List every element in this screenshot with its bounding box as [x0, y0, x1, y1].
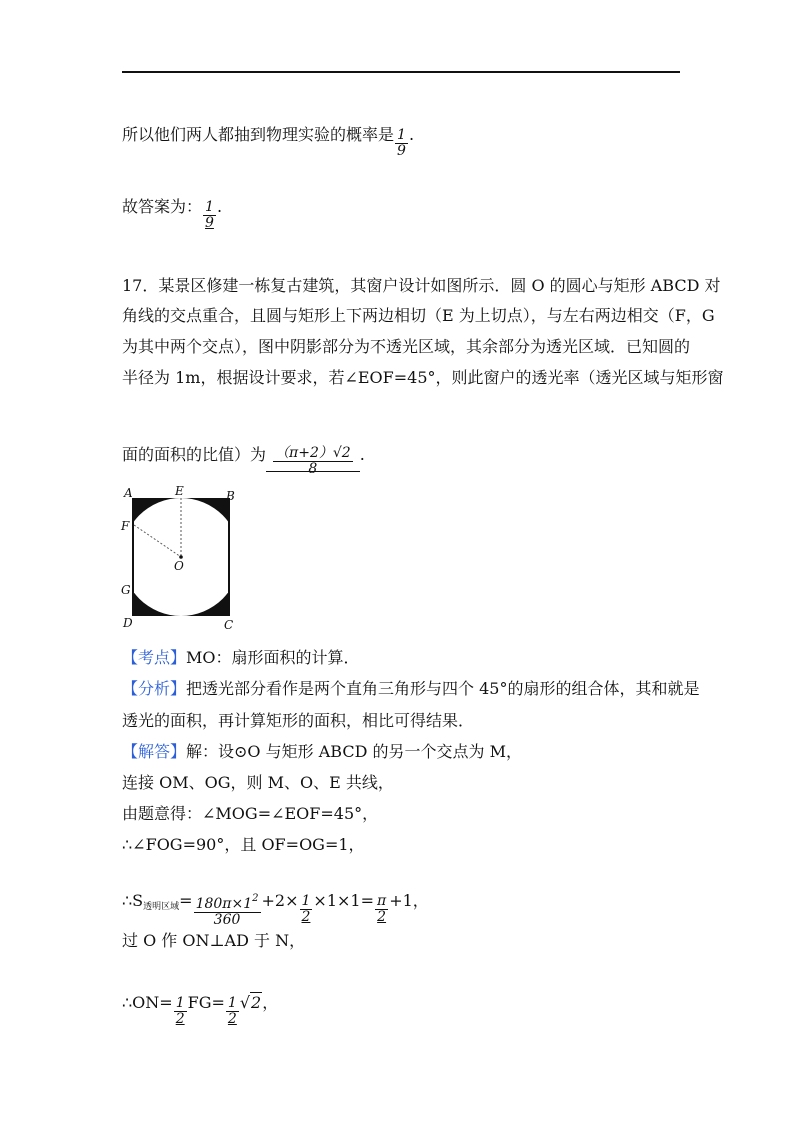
- fraction-denominator: 360: [213, 912, 241, 928]
- fraction-numerator: 1: [227, 995, 237, 1011]
- exponent: 2: [252, 893, 259, 904]
- label-a: A: [124, 486, 133, 500]
- step-6: [122, 988, 279, 1027]
- step-5: 过 O 作 ON⊥AD 于 N，: [122, 931, 306, 950]
- prev-text-2: 故答案为：: [122, 197, 203, 216]
- label-e: E: [175, 484, 184, 498]
- jieda-tag: 【解答】: [122, 742, 187, 761]
- radicand: 2: [251, 993, 262, 1012]
- fraction: [174, 996, 187, 1027]
- problem-line-2: 角线的交点重合，且圆与矩形上下两边相切（E 为上切点），与左右两边相交（F，G: [122, 306, 715, 325]
- step4-prefix: ∴S: [122, 891, 144, 910]
- equals: =: [179, 891, 193, 910]
- answer-blank: [266, 440, 360, 477]
- header-rule: [122, 71, 680, 73]
- fraction-denominator: 2: [301, 909, 311, 925]
- answer-fraction: [273, 446, 353, 477]
- fraction-numerator: 1: [301, 893, 311, 909]
- label-g: G: [121, 583, 131, 597]
- fraction: [395, 128, 408, 159]
- jieda-text: 解：设⊙O 与矩形 ABCD 的另一个交点为 M，: [186, 742, 522, 761]
- label-d: D: [123, 616, 133, 630]
- label-o: O: [174, 559, 184, 573]
- answer-numerator: （π+2）√2: [275, 445, 351, 461]
- step-3: ∴∠FOG=90°，且 OF=OG=1，: [122, 835, 365, 854]
- label-f: F: [121, 519, 130, 533]
- kaodian-line: [122, 648, 360, 668]
- fenxi-line-2: 透光的面积，再计算矩形的面积，相比可得结果．: [122, 711, 475, 730]
- problem-text-5: 面的面积的比值）为: [122, 445, 267, 464]
- kaodian-tag: 【考点】: [122, 648, 187, 667]
- problem-line-5: [122, 440, 365, 477]
- sqrt: √2: [239, 993, 262, 1012]
- fraction-denominator: 2: [227, 1011, 237, 1027]
- fraction: [300, 894, 313, 925]
- answer-denominator: 8: [308, 461, 318, 477]
- prev-line-2: [122, 192, 223, 231]
- step6-prefix: ∴ON=: [122, 993, 173, 1012]
- step4-end: +1，: [389, 891, 429, 910]
- step-1: 连接 OM、OG，则 M、O、E 共线，: [122, 773, 394, 792]
- fraction-numerator: 1: [397, 127, 406, 143]
- fraction-denominator: 2: [377, 909, 387, 925]
- punctuation: .: [359, 445, 365, 464]
- fraction-numerator: 1: [175, 995, 185, 1011]
- punctuation: .: [408, 125, 415, 144]
- prev-text-1: 所以他们两人都抽到物理实验的概率是: [122, 125, 395, 144]
- fraction-numerator: π: [377, 893, 387, 909]
- window-figure: [118, 484, 243, 634]
- punctuation: .: [216, 197, 223, 216]
- step6-mid: FG=: [187, 993, 225, 1012]
- fraction: [226, 996, 239, 1027]
- fraction: [203, 200, 216, 231]
- step6-end: ，: [262, 993, 279, 1012]
- fraction-numerator: [194, 891, 261, 913]
- step-2: 由题意得：∠MOG=∠EOF=45°，: [122, 804, 379, 823]
- fraction-numerator: 1: [205, 199, 214, 215]
- fraction-denominator: 9: [397, 143, 406, 159]
- numerator-text: 180π×1: [195, 896, 253, 912]
- fenxi-tag: 【分析】: [122, 679, 187, 698]
- step4-mid: +2×: [261, 891, 299, 910]
- problem-line-1: 17．某景区修建一栋复古建筑，其窗户设计如图所示．圆 O 的圆心与矩形 ABCD 对: [122, 276, 721, 295]
- problem-line-4: 半径为 1m，根据设计要求，若∠EOF=45°，则此窗户的透光率（透光区域与矩形窗: [122, 368, 724, 387]
- fraction-denominator: 9: [205, 215, 214, 231]
- step4-tail: ×1×1=: [313, 891, 374, 910]
- fenxi-text-1: 把透光部分看作是两个直角三角形与四个 45°的扇形的组合体，其和就是: [186, 679, 700, 698]
- kaodian-text: MO：扇形面积的计算．: [186, 648, 360, 667]
- problem-line-3: 为其中两个交点），图中阴影部分为不透光区域，其余部分为透光区域．已知圆的: [122, 337, 691, 356]
- jieda-line: [122, 742, 522, 762]
- fraction: [375, 894, 388, 925]
- fraction: [194, 891, 261, 928]
- window-diagram: [118, 484, 243, 634]
- fraction-denominator: 2: [175, 1011, 185, 1027]
- label-c: C: [224, 618, 234, 632]
- prev-line-1: [122, 120, 415, 159]
- step-4: [122, 883, 429, 928]
- fenxi-line-1: [122, 679, 699, 699]
- step4-subscript: 透明区域: [143, 902, 180, 912]
- label-b: B: [226, 489, 235, 503]
